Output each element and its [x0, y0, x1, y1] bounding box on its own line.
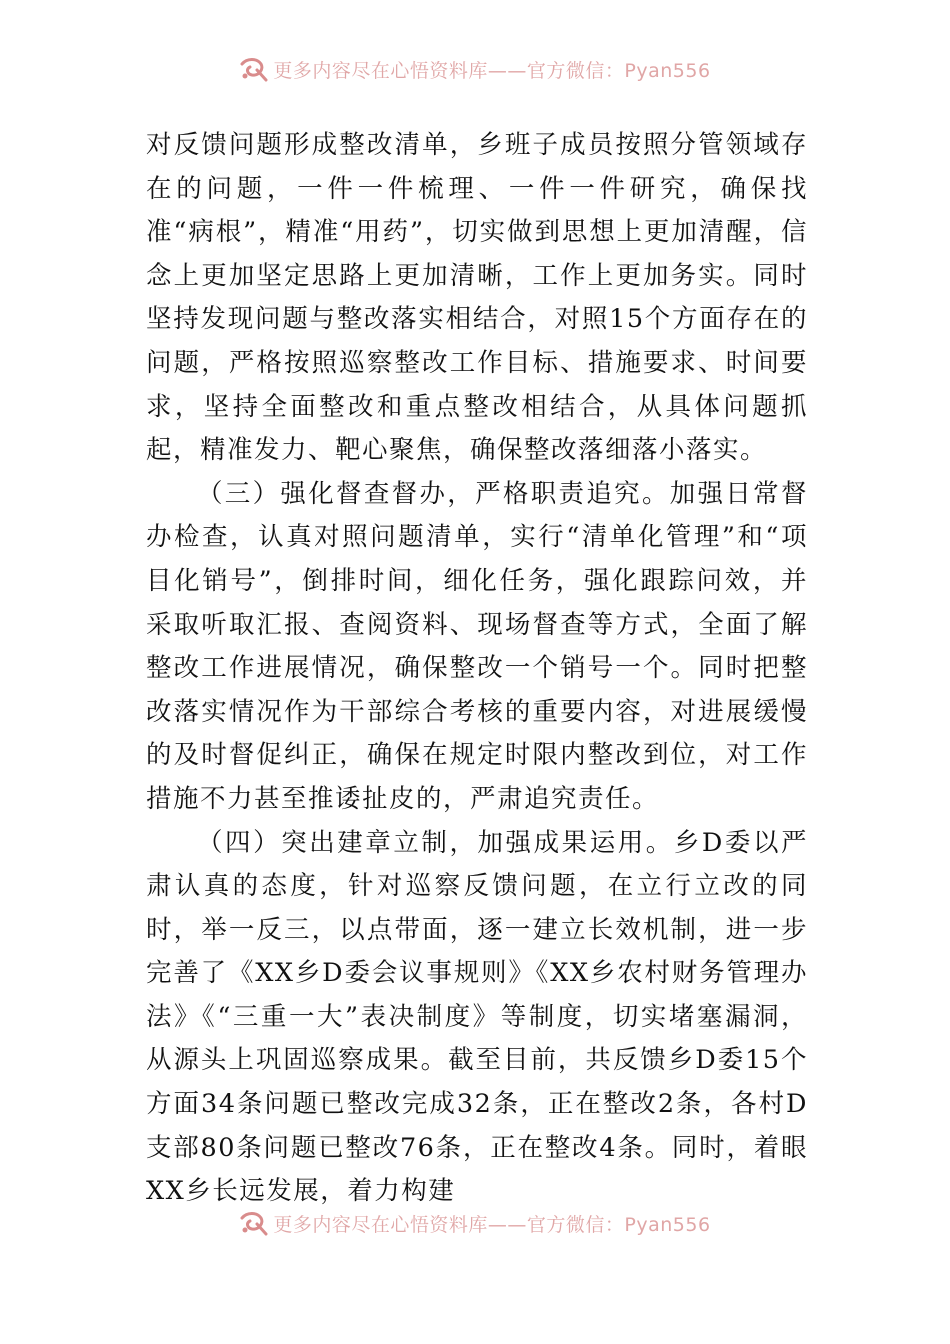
footer-watermark: [0, 1206, 950, 1240]
watermark-text: 更多内容尽在心悟资料库——官方微信：Pyan556: [273, 59, 711, 82]
watermark-logo-icon: [239, 1210, 269, 1236]
watermark-logo-icon: [239, 56, 269, 82]
paragraph-2: （三）强化督查督办，严格职责追究。加强日常督办检查，认真对照问题清单，实行“清单化管理”和“项目化销号”，倒排时间，细化任务，强化跟踪问效，并采取听取汇报、查阅资料、现场督查等方式，全面了解整改工作进展情况，确保整改一个销号一个。同时把整改落实情况作为干部综合考核的重要内容，对进展缓慢的及时督促纠正，确保在规定时限内整改到位，对工作措施不力甚至推诿扯皮的，严肃追究责任。: [146, 478, 808, 814]
header-watermark: [0, 52, 950, 86]
document-body: [146, 124, 808, 1214]
paragraph-1: 对反馈问题形成整改清单，乡班子成员按照分管领域存在的问题，一件一件梳理、一件一件研究，确保找准“病根”，精准“用药”，切实做到思想上更加清醒，信念上更加坚定思路上更加清晰，工作上更加务实。同时坚持发现问题与整改落实相结合，对照15个方面存在的问题，严格按照巡察整改工作目标、措施要求、时间要求，坚持全面整改和重点整改相结合，从具体问题抓起，精准发力、靶心聚焦，确保整改落细落小落实。: [146, 130, 808, 466]
watermark-text: 更多内容尽在心悟资料库——官方微信：Pyan556: [273, 1213, 711, 1236]
paragraph-3: （四）突出建章立制，加强成果运用。乡D委以严肃认真的态度，针对巡察反馈问题，在立行立改的同时，举一反三，以点带面，逐一建立长效机制，进一步完善了《XX乡D委会议事规则》《XX乡农村财务管理办法》《“三重一大”表决制度》等制度，切实堵塞漏洞，从源头上巩固巡察成果。截至目前，共反馈乡D委15个方面34条问题已整改完成32条，正在整改2条，各村D支部80条问题已整改76条，正在整改4条。同时，着眼XX乡长远发展，着力构建: [146, 827, 808, 1207]
